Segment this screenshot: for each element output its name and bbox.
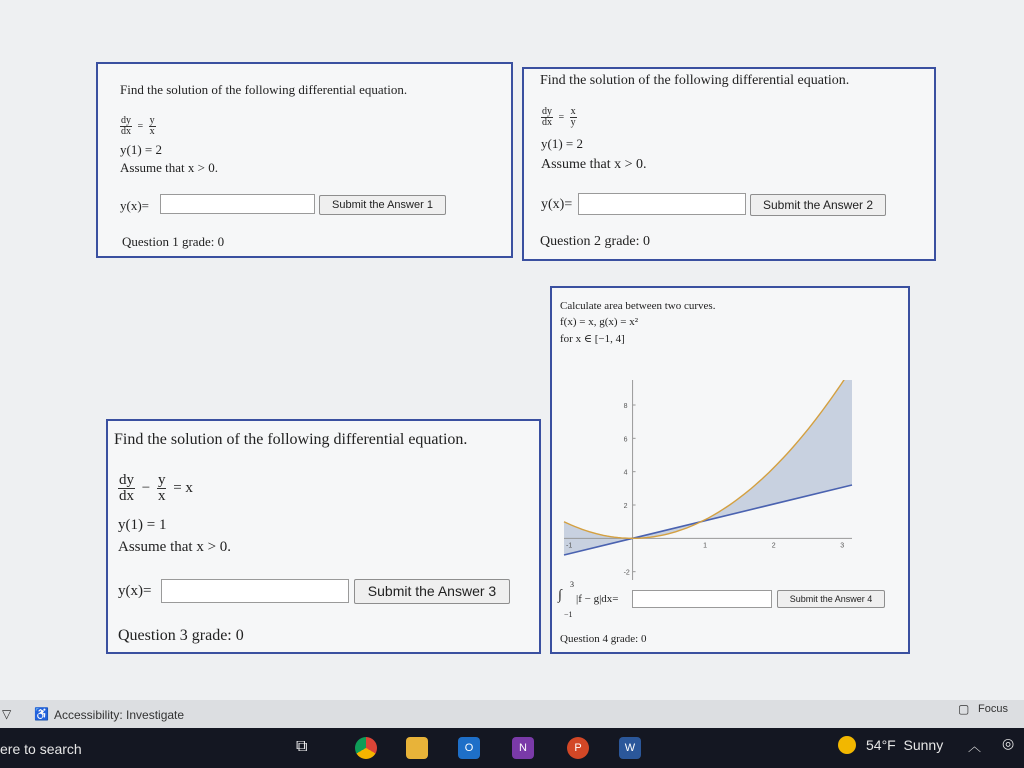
question-4-card: [550, 286, 910, 654]
question-1-grade: Question 1 grade: 0: [122, 234, 225, 249]
integral-sign: ∫: [558, 588, 562, 603]
y-tick-label: -2: [623, 569, 630, 577]
focus-label[interactable]: Focus: [978, 703, 1008, 715]
question-3-initial-condition: y(1) = 1: [118, 517, 167, 533]
series-line-f: [564, 485, 852, 555]
area-chart: [552, 380, 908, 580]
question-4-answer-input[interactable]: [632, 590, 772, 608]
question-3-grade: Question 3 grade: 0: [118, 627, 244, 644]
x-tick-label: -1: [566, 542, 573, 550]
submit-answer-4-button[interactable]: Submit the Answer 4: [777, 590, 885, 608]
accessibility-status[interactable]: Accessibility: Investigate: [54, 708, 185, 722]
y-tick-label: 2: [623, 503, 628, 510]
question-1-answer-input[interactable]: [160, 194, 315, 214]
y-tick-label: 6: [623, 436, 628, 444]
area-between-curves: [564, 380, 852, 555]
x-tick-label: 3: [840, 542, 845, 550]
panel-toggle-icon[interactable]: ▽: [2, 707, 12, 721]
submit-answer-3-button[interactable]: Submit the Answer 3: [354, 579, 510, 604]
onenote-icon[interactable]: N: [512, 737, 534, 759]
network-icon[interactable]: ◎: [1002, 735, 1015, 751]
question-2-grade: Question 2 grade: 0: [540, 234, 651, 249]
question-4-title: Calculate area between two curves.: [560, 300, 716, 312]
question-3-title: Find the solution of the following differential equation.: [114, 431, 468, 448]
question-2-title: Find the solution of the following differential equation.: [540, 73, 850, 88]
question-4-functions: f(x) = x, g(x) = x²: [560, 316, 639, 328]
submit-answer-1-button[interactable]: Submit the Answer 1: [319, 195, 446, 215]
question-2-assumption: Assume that x > 0.: [541, 157, 647, 172]
x-tick-label: 2: [771, 542, 776, 550]
chevron-up-icon[interactable]: ︿: [968, 739, 982, 754]
question-3-assumption: Assume that x > 0.: [118, 539, 232, 555]
question-2-initial-condition: y(1) = 2: [541, 136, 583, 151]
question-2-input-label: y(x)=: [541, 197, 573, 212]
status-bar: [0, 700, 1024, 728]
taskbar: [0, 728, 1024, 768]
task-view-icon[interactable]: ⧉: [296, 738, 308, 755]
question-2-equation: $\frac{dy}{dx}$ = $\frac{x}{y}$: [542, 106, 576, 128]
question-3-input-label: y(x)=: [118, 583, 152, 599]
question-1-title: Find the solution of the following differential equation.: [120, 82, 408, 97]
integral-lower-limit: −1: [564, 610, 573, 619]
question-1-equation: $\frac{dy}{dx}$ = $\frac{y}{x}$: [121, 115, 155, 137]
chrome-icon[interactable]: [355, 737, 377, 759]
word-icon[interactable]: W: [619, 737, 641, 759]
weather-text[interactable]: 54°F Sunny: [866, 737, 944, 753]
weather-sun-icon[interactable]: [838, 736, 856, 754]
question-1-card: [96, 62, 513, 258]
integral-upper-limit: 3: [570, 580, 574, 589]
search-box[interactable]: ere to search: [0, 741, 82, 757]
question-3-equation: $\frac{dy}{dx}$ − $\frac{y}{x}$ = x: [119, 472, 193, 504]
file-explorer-icon[interactable]: [406, 737, 428, 759]
question-4-grade: Question 4 grade: 0: [560, 633, 647, 645]
powerpoint-icon[interactable]: P: [567, 737, 589, 759]
question-1-input-label: y(x)=: [120, 198, 149, 213]
x-tick-label: 1: [703, 542, 708, 550]
question-3-answer-input[interactable]: [161, 579, 349, 603]
question-2-card: [522, 67, 936, 261]
y-tick-label: 8: [623, 403, 628, 410]
question-1-initial-condition: y(1) = 2: [120, 142, 162, 157]
question-3-card: [106, 419, 541, 654]
accessibility-icon[interactable]: ♿: [34, 707, 49, 721]
question-1-assumption: Assume that x > 0.: [120, 160, 218, 175]
focus-icon[interactable]: ▢: [958, 702, 970, 716]
y-tick-label: 4: [623, 469, 628, 477]
integrand-label: |f − g|dx=: [576, 593, 619, 605]
question-4-interval: for x ∈ [−1, 4]: [560, 333, 625, 345]
question-2-answer-input[interactable]: [578, 193, 746, 215]
submit-answer-2-button[interactable]: Submit the Answer 2: [750, 194, 886, 216]
outlook-icon[interactable]: O: [458, 737, 480, 759]
